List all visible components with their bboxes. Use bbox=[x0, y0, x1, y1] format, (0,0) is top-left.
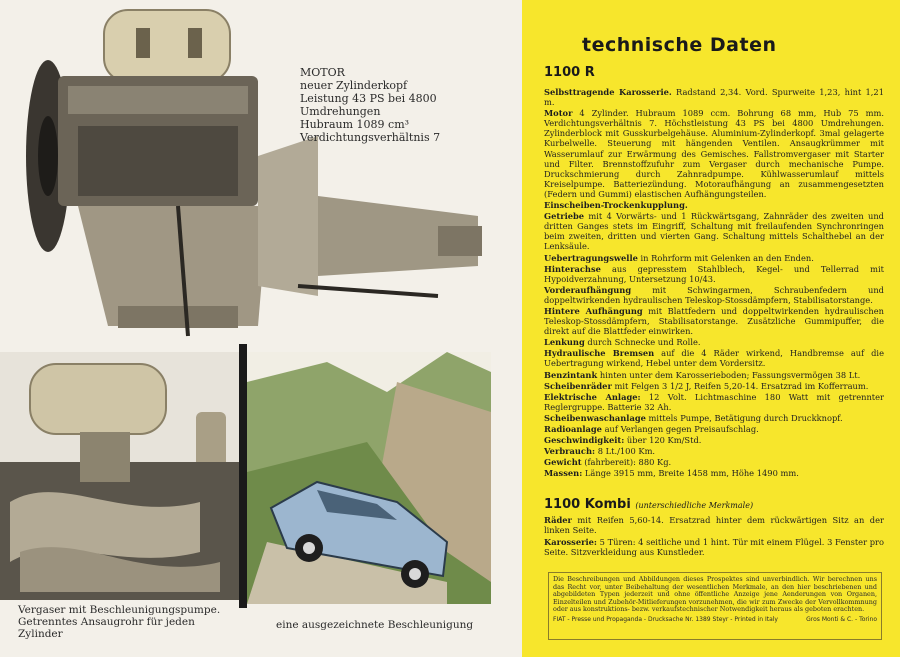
spec-item: Verbrauch: 8 Lt./100 Km. bbox=[544, 446, 656, 457]
spec-list bbox=[544, 87, 884, 479]
spec-item: Lenkung durch Schnecke und Rolle. bbox=[544, 337, 701, 348]
imprint bbox=[553, 616, 877, 624]
car-illustration bbox=[247, 352, 491, 604]
right-page bbox=[522, 0, 900, 657]
spec-item: Benzintank hinten unter dem Karosserieboden; Fassungsvermögen 38 Lt. bbox=[544, 369, 861, 380]
spec-item: Hintere Aufhängung mit Blattfedern und doppeltwirkenden hydraulischen Teleskop-Stossdämpfern, Stabilisatorstange. Zusätzliche Gummipuffer, die direkt auf die Blattfeder einwirken. bbox=[544, 305, 884, 337]
spec-item: Einscheiben-Trockenkupplung. bbox=[544, 200, 688, 211]
motor-caption bbox=[300, 66, 510, 144]
imprint-left: FIAT - Presse und Propaganda - Drucksache Nr. 1389 Steyr - Printed in Italy bbox=[553, 615, 778, 623]
disclaimer-text: Die Beschreibungen und Abbildungen dieses Prospektes sind unverbindlich. Wir berechnen uns das Recht vor, unter Beibehaltung der wesentlichen Merkmale, an den hier beschriebenen und abgebildeten Typen jederzeit und ohne öffentliche Anzeige jene Aenderungen von Organen, Einzelteilen und Zubehör-Mitlieferungen vorzunehmen, die wir zum Zwecke der Vervollkommnung oder aus konstruktions- bezw. verkaufstechnischer Notwendigkeit heraus als geboten erachten. bbox=[553, 575, 877, 614]
spec-item: Gewicht (fahrbereit): 880 Kg. bbox=[544, 457, 672, 468]
motor-caption-line: neuer Zylinderkopf bbox=[300, 79, 408, 92]
carburetor-caption: Vergaser mit Beschleunigungspumpe. Getrenntes Ansaugrohr für jeden Zylinder bbox=[18, 604, 221, 640]
kombi-title: 1100 Kombi bbox=[544, 497, 631, 512]
engine-photo bbox=[18, 6, 498, 342]
illustration-caption: eine ausgezeichnete Beschleunigung bbox=[276, 619, 474, 631]
spec-item: Uebertragungswelle in Rohrform mit Gelenken an den Enden. bbox=[544, 252, 814, 263]
spec-item: Elektrische Anlage: 12 Volt. Lichtmaschine 180 Watt mit getrennter Reglergruppe. Batterie 32 Ah. bbox=[544, 391, 884, 412]
motor-caption-line: Hubraum 1089 cm³ bbox=[300, 118, 410, 131]
spec-item: Hydraulische Bremsen auf die 4 Räder wirkend, Handbremse auf die Uebertragung wirkend, Hebel unter dem Vordersitz. bbox=[544, 348, 884, 369]
motor-caption-line: Verdichtungsverhältnis 7 bbox=[300, 131, 441, 144]
page-title: technische Daten bbox=[582, 34, 777, 56]
spec-item: Geschwindigkeit: über 120 Km/Std. bbox=[544, 435, 702, 446]
spec-item: Karosserie: 5 Türen: 4 seitliche und 1 hint. Tür mit einem Flügel. 3 Fenster pro Seite. Sitzverkleidung aus Kunstleder. bbox=[544, 537, 884, 558]
spec-item: Vorderaufhängung mit Schwingarmen, Schraubenfedern und doppeltwirkenden hydraulischen Teleskop-Stossdämpfern, Stabilisatorstange. bbox=[544, 284, 884, 305]
disclaimer-box bbox=[548, 572, 882, 640]
spec-item: Radioanlage auf Verlangen gegen Preisaufschlag. bbox=[544, 424, 759, 434]
model-heading-1100r: 1100 R bbox=[544, 65, 595, 80]
spec-item: Hinterachse aus gepresstem Stahlblech, Kegel- und Tellerrad mit Hypoidverzahnung, Untersetzung 10/43. bbox=[544, 263, 884, 284]
carburetor-photo bbox=[0, 352, 240, 600]
spec-item: Getriebe mit 4 Vorwärts- und 1 Rückwärtsgang, Zahnräder des zweiten und dritten Ganges stets im Eingriff, Schaltung mit freilaufenden Synchronringen beim zweiten, dritten und vierten Gang. Schaltung mittels Schalthebel an der Lenksäule. bbox=[544, 211, 884, 252]
spec-item: Scheibenwaschanlage mittels Pumpe, Betätigung durch Druckknopf. bbox=[544, 412, 843, 423]
motor-caption-title: MOTOR bbox=[300, 66, 345, 79]
imprint-right: Gros Monti & C. - Torino bbox=[806, 615, 877, 623]
motor-caption-line: Leistung 43 PS bei 4800 Umdrehungen bbox=[300, 92, 437, 118]
spec-item: Scheibenräder mit Felgen 3 1/2 J, Reifen 5,20-14. Ersatzrad im Kofferraum. bbox=[544, 380, 869, 391]
kombi-spec-list bbox=[544, 515, 884, 559]
kombi-note: (unterschiedliche Merkmale) bbox=[635, 501, 754, 510]
spec-item: Motor 4 Zylinder. Hubraum 1089 ccm. Bohrung 68 mm, Hub 75 mm. Verdichtungsverhältnis 7. Höchstleistung 43 PS bei 4800 Umdrehungen. Zylinderblock mit Gusskurbelgehäuse. Aluminium-Zylinderkopf. 3mal gelagerte Kurbelwelle. Steuerung mit hängenden Ventilen. Ansaugkrümmer mit Wasserumlauf zur Erwärmung des Gemisches. Fallstromvergaser mit Starter und Filter. Brennstoffzufuhr zum Vergaser durch mechanische Pumpe. Druckschmierung durch Zahnradpumpe. Kühlwasserumlauf mittels Kreiselpumpe. Batteriezündung. Motoraufhängung an zusammengesetzten (Federn und Gummi) elastischen Aufhängungsteilen. bbox=[544, 108, 884, 199]
divider-bar bbox=[239, 344, 247, 608]
spec-item: Räder mit Reifen 5,60-14. Ersatzrad hinter dem rückwärtigen Sitz an der linken Seite. bbox=[544, 515, 884, 536]
model-heading-kombi bbox=[544, 497, 753, 512]
spec-item: Selbsttragende Karosserie. Radstand 2,34. Vord. Spurweite 1,23, hint 1,21 m. bbox=[544, 87, 884, 108]
spec-item: Massen: Länge 3915 mm, Breite 1458 mm, Höhe 1490 mm. bbox=[544, 468, 799, 479]
